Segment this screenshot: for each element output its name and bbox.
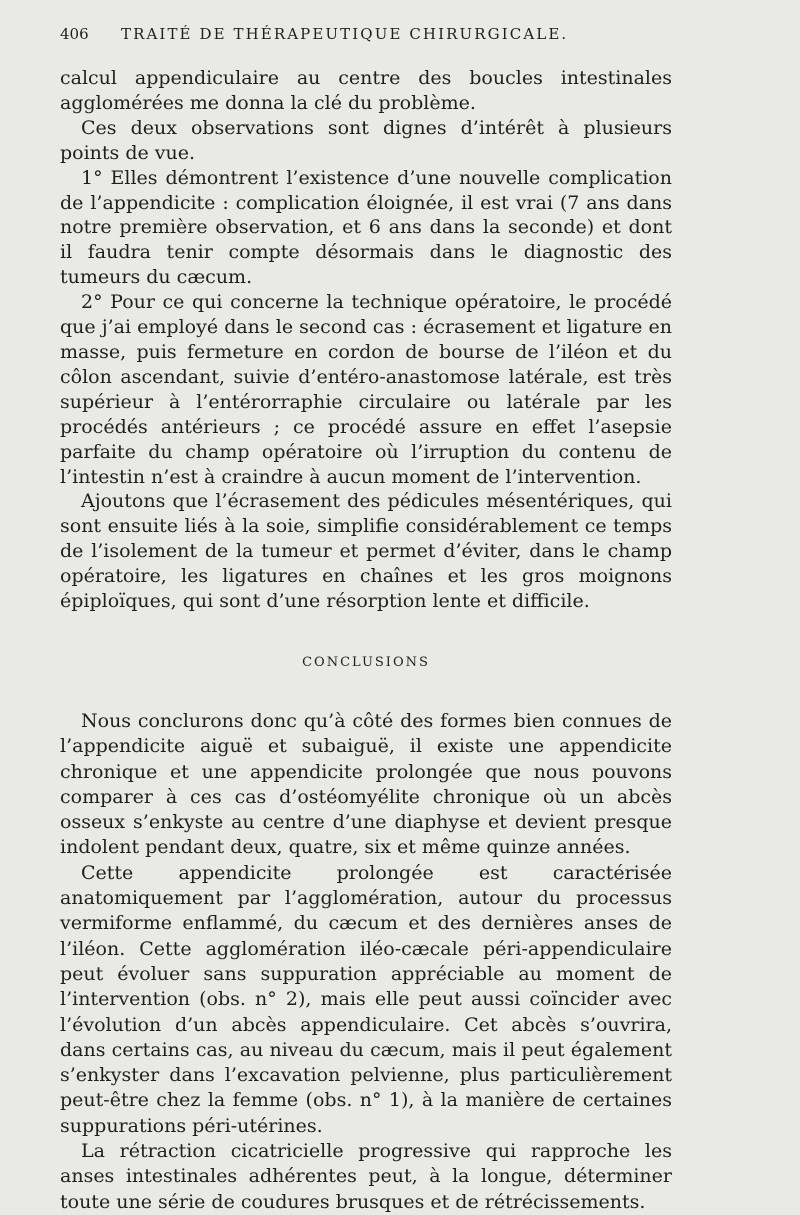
page-number: 406 [60,25,89,43]
paragraph-ecrasement: Ajoutons que l’écrasement des pédicules mésentériques, qui sont ensuite liés à la soie, simplifie considérablement ce temps de l’isolement de la tumeur et permet d’éviter, dans le champ opératoire, les ligatures en chaînes et les gros moignons épiploïques, qui sont d’une résorption lente et difficile. [60,490,672,613]
section-heading: CONCLUSIONS [302,654,430,670]
conclusions-text [60,709,672,1215]
main-text [60,66,672,614]
paragraph-continued: calcul appendiculaire au centre des boucles intestinales agglomérées me donna la clé du problème. [60,67,672,114]
conclusion-paragraph: La rétraction cicatricielle progressive qui rapproche les anses intestinales adhérentes peut, à la longue, déterminer toute une série de coudures brusques et de rétrécissements. [60,1139,672,1213]
paragraph-complication: 1° Elles démontrent l’existence d’une nouvelle complication de l’appendicite : complication éloignée, il est vrai (7 ans dans notre première observation, et 6 ans dans la seconde) et dont il faudra tenir compte désormais dans le diagnostic des tumeurs du cæcum. [60,166,672,289]
conclusion-paragraph: Nous conclurons donc qu’à côté des formes bien connues de l’appendicite aiguë et subaiguë, il existe une appendicite chronique et une appendicite prolongée que nous pouvons comparer à ces cas d’ostéomyélite chronique où un abcès osseux s’enkyste au centre d’une diaphyse et devient presque indolent pendant deux, quatre, six et même quinze années. [60,709,672,859]
paragraph-observations: Ces deux observations sont dignes d’intérêt à plusieurs points de vue. [60,116,672,164]
conclusion-paragraph: Cette appendicite prolongée est caractérisée anatomiquement par l’agglomération, autour du processus vermiforme enflammé, du cæcum et des dernières anses de l’iléon. Cette agglomération iléo-cæcale péri-appendiculaire peut évoluer sans suppuration appréciable au moment de l’intervention (obs. n° 2), mais elle peut aussi coïncider avec l’évolution d’un abcès appendiculaire. Cet abcès s’ouvrira, dans certains cas, au niveau du cæcum, mais il peut également s’enkyster dans l’excavation pelvienne, plus particulièrement peut-être chez la femme (obs. n° 1), à la manière de certaines suppurations péri-utérines. [60,861,672,1137]
paragraph-technique: 2° Pour ce qui concerne la technique opératoire, le procédé que j’ai employé dans le second cas : écrasement et ligature en masse, puis fermeture en cordon de bourse de l’iléon et du côlon ascendant, suivie d’entéro-anastomose latérale, est très supérieur à l’entérorraphie circulaire ou latérale par les procédés antérieurs ; ce procédé assure en effet l’asepsie parfaite du champ opératoire où l’irruption du contenu de l’intestin n’est à craindre à aucun moment de l’intervention. [60,291,672,488]
running-title: TRAITÉ DE THÉRAPEUTIQUE CHIRURGICALE. [121,25,569,43]
running-head [60,20,672,48]
